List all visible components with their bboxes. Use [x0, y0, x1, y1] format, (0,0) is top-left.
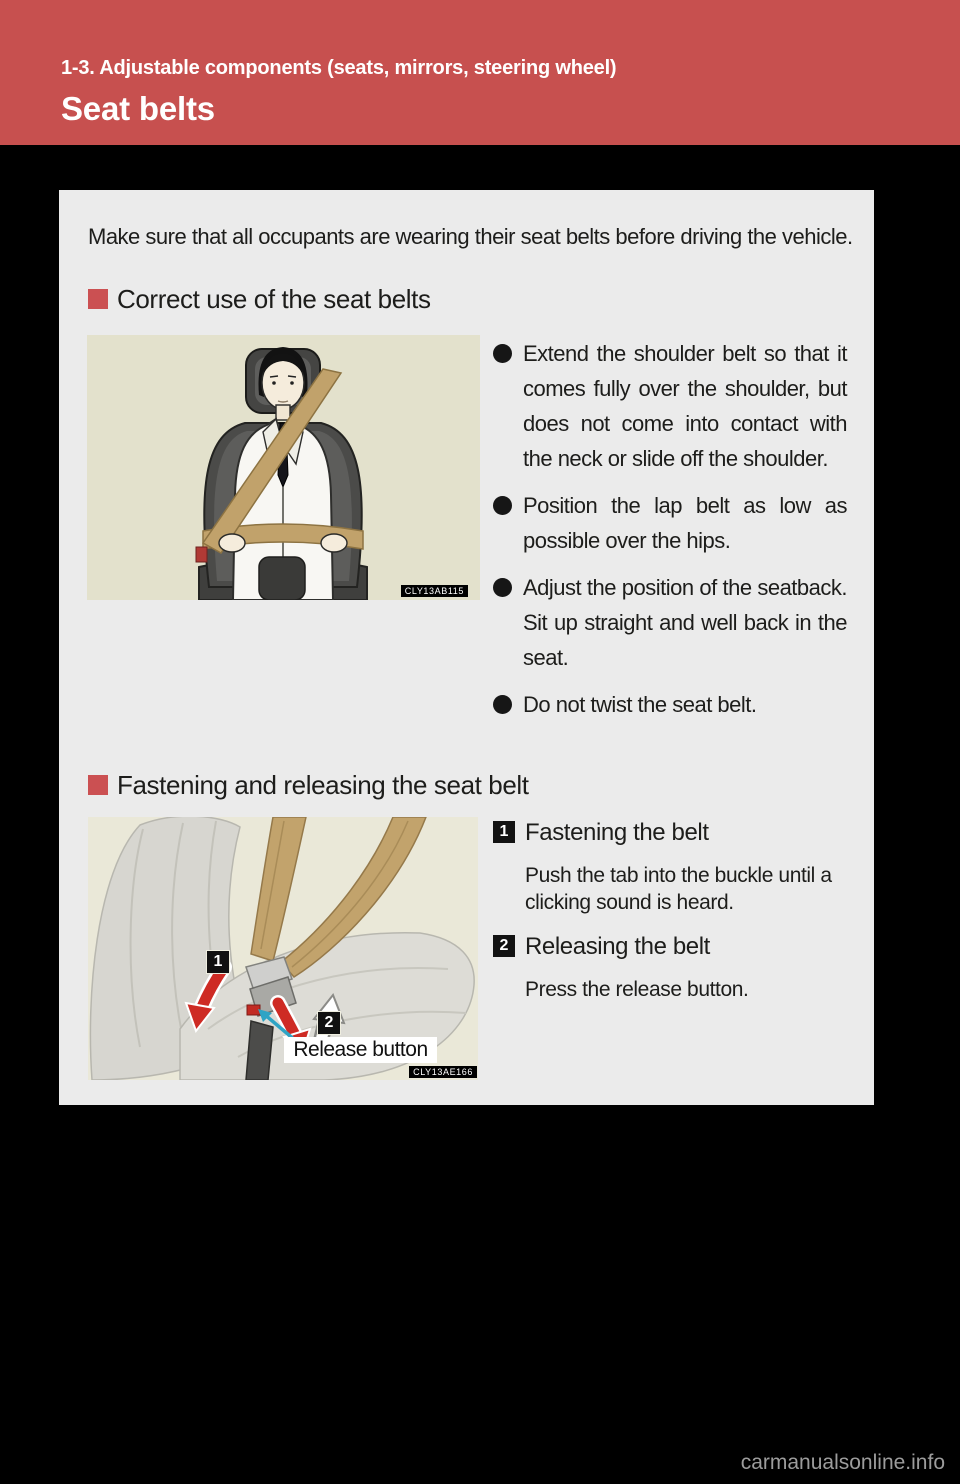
illustration-code-label: CLY13AE166	[409, 1066, 477, 1078]
correct-use-bullet-list	[493, 336, 847, 734]
step-item	[493, 932, 853, 962]
bullet-icon	[493, 578, 512, 597]
step-1-badge: 1	[493, 821, 515, 843]
list-item	[493, 570, 847, 675]
list-item	[493, 336, 847, 476]
bullet-text: Extend the shoulder belt so that it comes fully over the shoulder, but does not come into contact with the neck or slide off the shoulder.	[523, 341, 847, 471]
step-description: Push the tab into the buckle until a clicking sound is heard.	[525, 864, 832, 914]
content-box	[59, 190, 874, 1105]
section-header-correct-use	[88, 285, 431, 313]
step-2-badge: 2	[493, 935, 515, 957]
bullet-text: Adjust the position of the seatback. Sit up straight and well back in the seat.	[523, 575, 847, 670]
step-description: Press the release button.	[525, 978, 749, 1001]
seatbelt-buckle-illustration	[88, 817, 478, 1080]
red-square-marker-icon	[88, 289, 108, 309]
list-item	[493, 488, 847, 558]
chapter-header-band	[0, 0, 960, 145]
step-2-badge: 2	[318, 1012, 340, 1034]
section-heading: Correct use of the seat belts	[117, 284, 431, 314]
bullet-icon	[493, 344, 512, 363]
illustration-code-label: CLY13AB115	[401, 585, 468, 597]
step-1-badge: 1	[207, 951, 229, 973]
bullet-text: Position the lap belt as low as possible over the hips.	[523, 493, 847, 553]
page-title: Seat belts	[61, 90, 215, 127]
step-item	[493, 818, 853, 848]
seated-occupant-drawing	[87, 335, 480, 600]
chapter-breadcrumb: 1-3. Adjustable components (seats, mirrors, steering wheel)	[61, 57, 617, 79]
watermark-text: carmanualsonline.info	[740, 1451, 945, 1474]
section-heading: Fastening and releasing the seat belt	[117, 770, 529, 800]
bullet-text: Do not twist the seat belt.	[523, 692, 757, 717]
section-header-fastening-releasing	[88, 771, 529, 799]
bullet-icon	[493, 496, 512, 515]
red-square-marker-icon	[88, 775, 108, 795]
bullet-icon	[493, 695, 512, 714]
step-title: Fastening the belt	[525, 819, 709, 846]
step-title: Releasing the belt	[525, 933, 710, 960]
fastening-releasing-steps	[493, 814, 853, 1019]
intro-paragraph: Make sure that all occupants are wearing their seat belts before driving the vehicle.	[88, 224, 853, 249]
release-button-callout: Release button	[284, 1037, 437, 1063]
list-item	[493, 687, 847, 722]
seatbelt-correct-use-illustration	[87, 335, 480, 600]
